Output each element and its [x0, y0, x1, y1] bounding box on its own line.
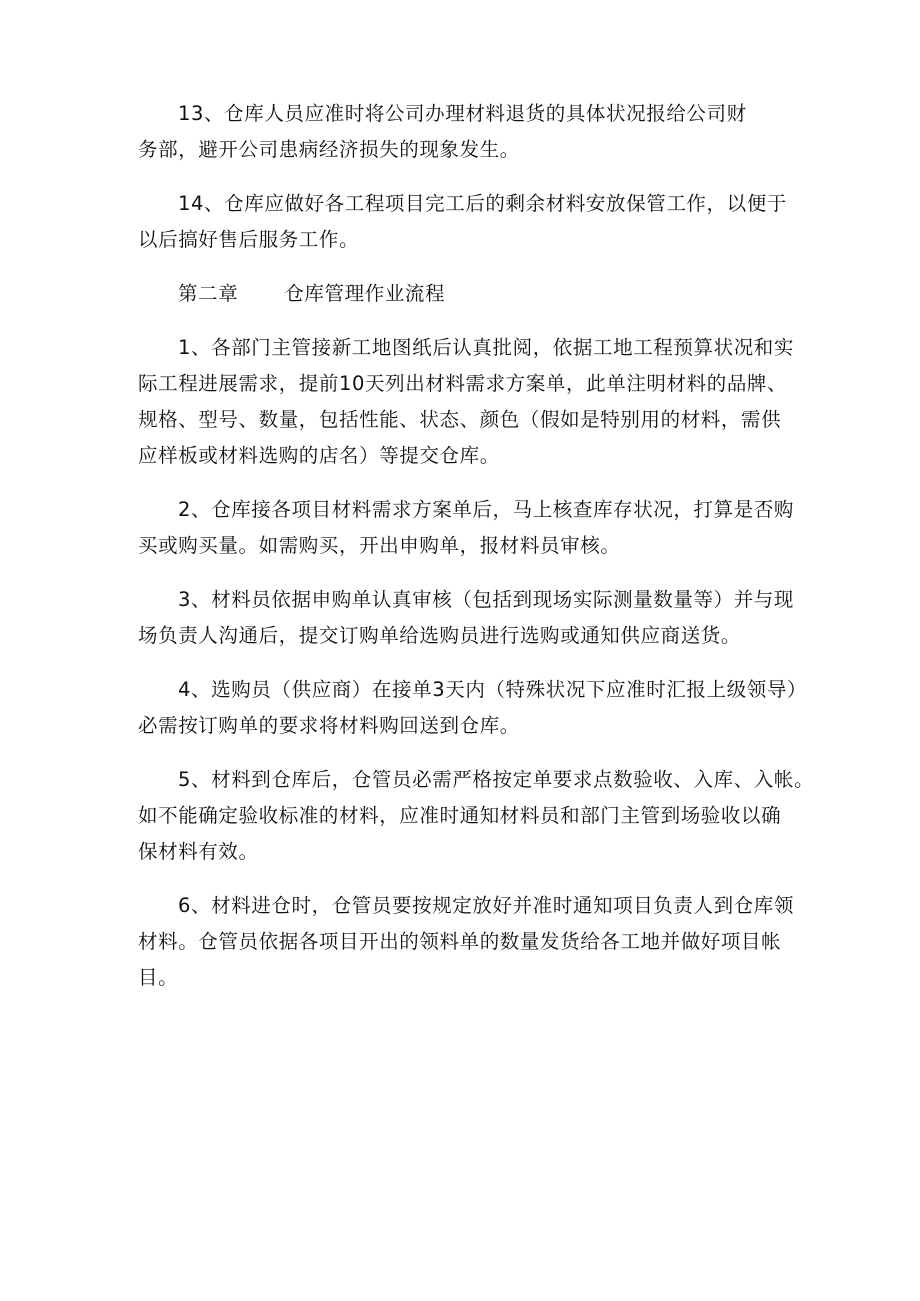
step-2: [138, 492, 795, 564]
text-line: 4、选购员（供应商）在接单3天内（特殊状况下应准时汇报上级领导）: [178, 678, 808, 701]
paragraph-13: [138, 96, 788, 168]
step-6: [138, 888, 795, 996]
text-line: 6、材料进仓时，仓管员要按规定放好并准时通知项目负责人到仓库领: [178, 894, 795, 917]
text-line: 必需按订购单的要求将材料购回送到仓库。: [138, 714, 520, 737]
text-line: 场负责人沟通后，提交订购单给选购员进行选购或通知供应商送货。: [138, 624, 742, 647]
step-3: [138, 582, 795, 654]
text-line: 14、仓库应做好各工程项目完工后的剩余材料安放保管工作，以便于: [178, 192, 787, 215]
chapter-heading: [138, 276, 788, 312]
chapter-title: 仓库管理作业流程: [284, 282, 446, 305]
text-line: 买或购买量。如需购买，开出申购单，报材料员审核。: [138, 534, 621, 557]
text-line: 规格、型号、数量，包括性能、状态、颜色（假如是特别用的材料，需供: [138, 408, 782, 431]
paragraph-14: [138, 186, 788, 258]
text-line: 以后搞好售后服务工作。: [138, 228, 360, 251]
text-line: 际工程进展需求，提前10天列出材料需求方案单，此单注明材料的品牌、: [138, 372, 788, 395]
chapter-number: 第二章: [178, 282, 239, 305]
step-5: [138, 762, 815, 870]
text-line: 目。: [138, 966, 179, 989]
document-body: [138, 96, 815, 1014]
step-4: [138, 672, 808, 744]
text-line: 13、仓库人员应准时将公司办理材料退货的具体状况报给公司财: [178, 102, 747, 125]
text-line: 1、各部门主管接新工地图纸后认真批阅，依据工地工程预算状况和实: [178, 336, 795, 359]
text-line: 5、材料到仓库后，仓管员必需严格按定单要求点数验收、入库、入帐。: [178, 768, 815, 791]
text-line: 务部，避开公司患病经济损失的现象发生。: [138, 138, 520, 161]
text-line: 3、材料员依据申购单认真审核（包括到现场实际测量数量等）并与现: [178, 588, 795, 611]
text-line: 保材料有效。: [138, 840, 259, 863]
step-1: [138, 330, 795, 474]
text-line: 2、仓库接各项目材料需求方案单后，马上核查库存状况，打算是否购: [178, 498, 795, 521]
text-line: 应样板或材料选购的店名）等提交仓库。: [138, 444, 500, 467]
text-line: 如不能确定验收标准的材料，应准时通知材料员和部门主管到场验收以确: [138, 804, 782, 827]
text-line: 材料。仓管员依据各项目开出的领料单的数量发货给各工地并做好项目帐: [138, 930, 782, 953]
